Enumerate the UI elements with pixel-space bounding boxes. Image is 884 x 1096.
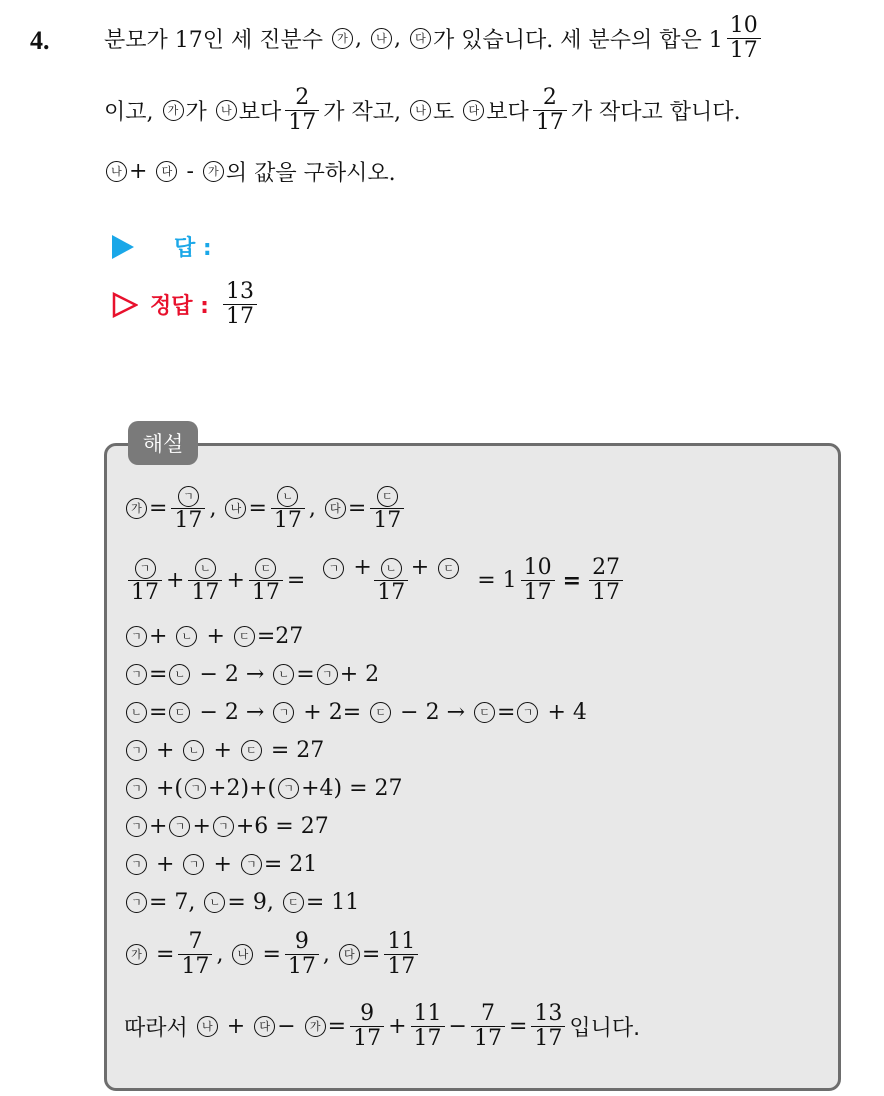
- fraction: $\frac{10}{17}$: [521, 556, 555, 605]
- circle-k2-icon: ㄴ: [183, 740, 204, 761]
- solution-line-12: [124, 1002, 640, 1051]
- fraction: $\frac{13}{17}$: [531, 1002, 565, 1051]
- text: 분모가 17인 세 진분수: [104, 28, 323, 54]
- correct-answer-row: [112, 280, 261, 329]
- text: + 4: [547, 700, 587, 725]
- circle-k1-icon: ㄱ: [126, 778, 147, 799]
- solution-line-1: [124, 484, 408, 533]
- text: 도: [433, 100, 455, 126]
- text: +: [166, 568, 185, 594]
- solution-box: [104, 443, 841, 1091]
- circle-k3-icon: ㄷ: [474, 702, 495, 723]
- text: = 7,: [149, 890, 196, 915]
- text: =27: [256, 624, 304, 649]
- fraction: $\frac{2}{17}$: [533, 86, 567, 135]
- text: + 2: [339, 662, 380, 687]
- circle-k1-icon: ㄱ: [169, 816, 190, 837]
- fraction: $\frac{11}{17}$: [384, 930, 418, 979]
- fraction: $\frac{10}{17}$: [727, 14, 761, 63]
- solution-line-3: [124, 624, 303, 649]
- solution-tag: 해설: [128, 421, 198, 465]
- answer-label: 답 :: [174, 236, 212, 261]
- text: +: [206, 624, 225, 649]
- text: 가 있습니다. 세 분수의 합은 1: [433, 28, 723, 54]
- text: =: [156, 942, 175, 968]
- text: ,: [308, 496, 316, 522]
- text: =: [327, 1014, 347, 1040]
- text: − 2 →: [400, 700, 466, 725]
- fraction: $\frac{9}{17}$: [285, 930, 319, 979]
- circle-k2-icon: ㄴ: [195, 558, 216, 579]
- circle-da-icon: 다: [254, 1016, 275, 1037]
- text: = 9,: [227, 890, 274, 915]
- text: +4) = 27: [301, 776, 403, 801]
- circle-k3-icon: ㄷ: [370, 702, 391, 723]
- circle-na-icon: 나: [216, 100, 237, 121]
- circle-ga-icon: 가: [126, 498, 147, 519]
- circle-k1-icon: ㄱ: [213, 816, 234, 837]
- solution-line-9: [124, 852, 317, 877]
- circle-k1-icon: ㄱ: [126, 664, 147, 685]
- circle-k1-icon: ㄱ: [278, 778, 299, 799]
- circle-da-icon: 다: [339, 944, 360, 965]
- text: =: [562, 567, 582, 594]
- circle-k1-icon: ㄱ: [126, 740, 147, 761]
- solution-line-10: [124, 890, 359, 915]
- circle-k1-icon: ㄱ: [126, 626, 147, 647]
- solution-line-2: [124, 556, 627, 605]
- text: 보다: [486, 100, 529, 126]
- question-line-2: [104, 86, 741, 135]
- text: +: [129, 159, 148, 184]
- text: 가 작고,: [323, 100, 402, 126]
- circle-k3-icon: ㄷ: [438, 558, 459, 579]
- text: 입니다.: [569, 1016, 641, 1042]
- fraction: $\frac{7}{17}$: [178, 930, 212, 979]
- text: 보다: [238, 100, 282, 126]
- text: =: [296, 662, 315, 687]
- circle-da-icon: 다: [463, 100, 484, 121]
- text: ,: [216, 942, 224, 968]
- circle-k1-icon: ㄱ: [178, 486, 199, 507]
- solution-line-8: [124, 814, 329, 839]
- text: +: [156, 738, 175, 763]
- red-triangle-outline-icon: [112, 292, 138, 318]
- circle-k3-icon: ㄷ: [234, 626, 255, 647]
- text: = 27: [270, 738, 325, 763]
- circle-k1-icon: ㄱ: [323, 558, 344, 579]
- text: =: [361, 942, 381, 968]
- fraction: $\frac{11}{17}$: [411, 1002, 445, 1051]
- circle-k1-icon: ㄱ: [517, 702, 538, 723]
- circle-ga-icon: 가: [163, 100, 184, 121]
- text: + 2=: [303, 700, 362, 725]
- circle-k1-icon: ㄱ: [126, 892, 147, 913]
- text: =: [347, 496, 367, 522]
- circle-k2-icon: ㄴ: [176, 626, 197, 647]
- circle-k2-icon: ㄴ: [277, 486, 298, 507]
- text: =: [149, 662, 168, 687]
- text: =: [262, 942, 281, 968]
- solution-line-6: [124, 738, 324, 763]
- text: 가: [185, 100, 207, 126]
- blue-triangle-icon: [112, 235, 134, 259]
- solution-line-11: [124, 930, 422, 979]
- text: +2)+(: [208, 776, 277, 801]
- text: +(: [156, 776, 184, 801]
- correct-answer-label: 정답 :: [150, 294, 209, 320]
- circle-na-icon: 나: [232, 944, 253, 965]
- fraction: $\frac{\text{ㄷ}}{17}$: [249, 556, 283, 605]
- text: +: [388, 1014, 407, 1040]
- correct-answer-fraction: $\frac{13}{17}$: [223, 280, 257, 329]
- circle-k1-icon: ㄱ: [317, 664, 338, 685]
- text: -: [186, 159, 194, 184]
- fraction: $\frac{2}{17}$: [285, 86, 319, 135]
- fraction: $\frac{\text{ㄱ}}{17}$: [128, 556, 162, 605]
- circle-k2-icon: ㄴ: [273, 664, 294, 685]
- circle-k2-icon: ㄴ: [169, 664, 190, 685]
- circle-na-icon: 나: [371, 28, 392, 49]
- text: +: [156, 852, 175, 877]
- question-line-1: 분모가 17인 세 진분수 가 , 나 , 다 가 있습니다. 세 분수의 합은 1 $\frac{10}{17}$: [104, 14, 765, 63]
- text: =: [508, 1014, 528, 1040]
- circle-k3-icon: ㄷ: [241, 740, 262, 761]
- solution-line-5: [124, 700, 587, 725]
- fraction: $\frac{\text{ㄷ}}{17}$: [370, 484, 404, 533]
- solution-line-7: [124, 776, 403, 801]
- text: ,: [322, 942, 330, 968]
- circle-k1-icon: ㄱ: [126, 816, 147, 837]
- circle-k1-icon: ㄱ: [185, 778, 206, 799]
- text: =: [497, 700, 516, 725]
- text: 가 작다고 합니다.: [570, 100, 741, 126]
- fraction: $\frac{7}{17}$: [471, 1002, 505, 1051]
- circle-k3-icon: ㄷ: [283, 892, 304, 913]
- text: +: [226, 1014, 246, 1040]
- text: −: [277, 1014, 296, 1040]
- text: = 11: [305, 890, 360, 915]
- circle-na-icon: 나: [106, 161, 127, 182]
- fraction: $\frac{27}{17}$: [589, 556, 623, 605]
- text: +: [149, 814, 168, 839]
- text: ,: [209, 496, 217, 522]
- circle-k1-icon: ㄱ: [183, 854, 204, 875]
- text: = 21: [263, 852, 318, 877]
- text: − 2 →: [199, 700, 265, 725]
- solution-line-4: [124, 662, 379, 687]
- question-line-3: [104, 156, 396, 187]
- circle-ga-icon: 가: [203, 161, 224, 182]
- circle-k3-icon: ㄷ: [255, 558, 276, 579]
- circle-k2-icon: ㄴ: [204, 892, 225, 913]
- circle-na-icon: 나: [225, 498, 246, 519]
- text: 이고,: [104, 100, 154, 126]
- circle-ga-icon: 가: [126, 944, 147, 965]
- text: =: [149, 496, 168, 522]
- text: 의 값을 구하시오.: [225, 161, 396, 186]
- circle-da-icon: 다: [410, 28, 431, 49]
- text: +: [192, 814, 211, 839]
- text: − 2 →: [199, 662, 265, 687]
- circle-k1-icon: ㄱ: [126, 854, 147, 875]
- text: =: [286, 568, 306, 594]
- text: +: [213, 852, 232, 877]
- circle-na-icon: 나: [410, 100, 431, 121]
- circle-k2-icon: ㄴ: [381, 558, 402, 579]
- text: +: [213, 738, 232, 763]
- text: −: [448, 1014, 467, 1040]
- question-number: 4.: [30, 26, 50, 55]
- fraction: $\frac{\text{ㄴ}}{17}$: [271, 484, 305, 533]
- circle-k1-icon: ㄱ: [241, 854, 262, 875]
- text: +: [149, 624, 168, 649]
- circle-k2-icon: ㄴ: [126, 702, 147, 723]
- circle-ga-icon: 가: [332, 28, 353, 49]
- text: 따라서: [124, 1016, 188, 1042]
- text: +: [226, 568, 245, 594]
- fraction: $\frac{\text{ㄱ + ㄴ + ㄷ}}{17}$: [309, 556, 473, 605]
- circle-ga-icon: 가: [305, 1016, 326, 1037]
- text: +6 = 27: [235, 814, 329, 839]
- fraction: $\frac{\text{ㄴ}}{17}$: [188, 556, 222, 605]
- circle-da-icon: 다: [325, 498, 346, 519]
- circle-k1-icon: ㄱ: [273, 702, 294, 723]
- text: =: [149, 700, 168, 725]
- circle-k1-icon: ㄱ: [135, 558, 156, 579]
- circle-k3-icon: ㄷ: [377, 486, 398, 507]
- fraction: $\frac{9}{17}$: [350, 1002, 384, 1051]
- answer-row: [112, 231, 212, 262]
- circle-k3-icon: ㄷ: [169, 702, 190, 723]
- text: = 1: [477, 568, 517, 594]
- circle-na-icon: 나: [197, 1016, 218, 1037]
- text: =: [248, 496, 267, 522]
- circle-da-icon: 다: [156, 161, 177, 182]
- fraction: $\frac{\text{ㄱ}}{17}$: [171, 484, 205, 533]
